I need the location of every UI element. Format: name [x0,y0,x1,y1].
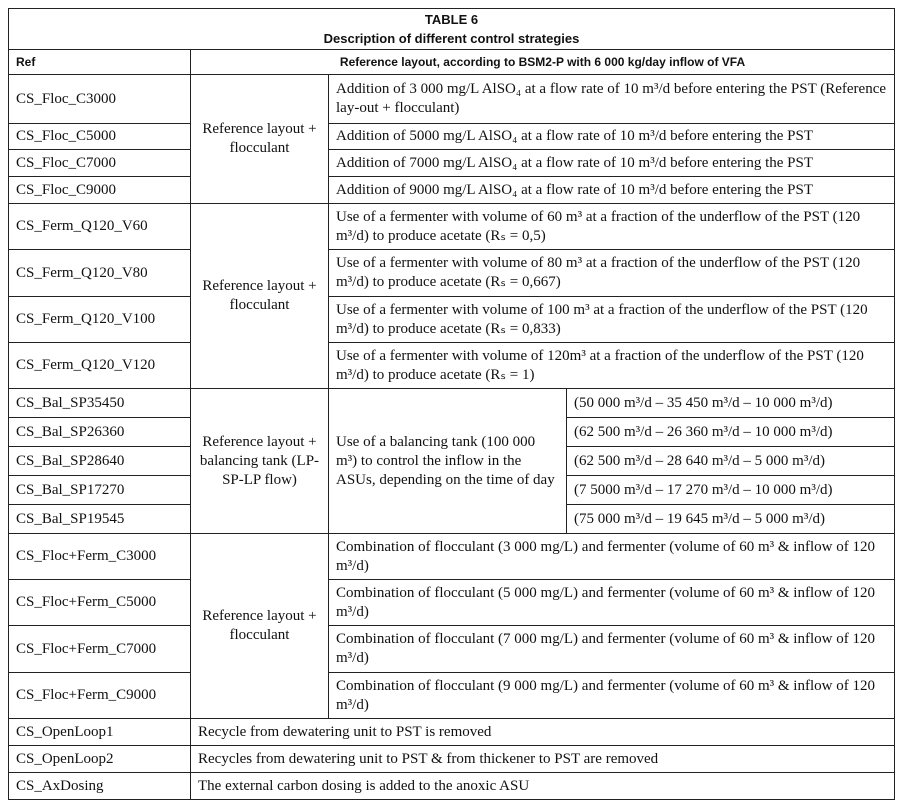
desc-cell: The external carbon dosing is added to the anoxic ASU [191,773,895,800]
desc-cell: Recycle from dewatering unit to PST is removed [191,719,895,746]
table-row [9,150,895,177]
table-row [9,580,895,626]
ref-cell: CS_Floc+Ferm_C3000 [9,534,191,580]
header-layout: Reference layout, according to BSM2-P with 6 000 kg/day inflow of VFA [191,50,895,75]
ref-cell: CS_Bal_SP17270 [9,476,191,505]
table-row [9,673,895,719]
desc-cell: Addition of 3 000 mg/L AlSO₄ at a flow rate of 10 m³/d before entering the PST (Reference lay-out + flocculant) [329,75,895,124]
flow-cell: (75 000 m³/d – 19 645 m³/d – 5 000 m³/d) [567,505,895,534]
desc-cell: Use of a fermenter with volume of 60 m³ at a fraction of the underflow of the PST (120 m³/d) to produce acetate (Rₛ = 0,5) [329,204,895,250]
ref-cell: CS_Ferm_Q120_V120 [9,343,191,389]
flow-cell: (50 000 m³/d – 35 450 m³/d – 10 000 m³/d) [567,389,895,418]
table-number: TABLE 6 [424,12,479,27]
ref-cell: CS_Bal_SP26360 [9,418,191,447]
flow-cell: (62 500 m³/d – 28 640 m³/d – 5 000 m³/d) [567,447,895,476]
table-row [9,204,895,250]
desc-cell: Use of a fermenter with volume of 120m³ at a fraction of the underflow of the PST (120 m³/d) to produce acetate (Rₛ = 1) [329,343,895,389]
desc-cell: Combination of flocculant (5 000 mg/L) and fermenter (volume of 60 m³ & inflow of 120 m³/d) [329,580,895,626]
header-ref: Ref [9,50,191,75]
group-cell: Reference layout + balancing tank (LP-SP-LP flow) [191,389,329,534]
flow-cell: (62 500 m³/d – 26 360 m³/d – 10 000 m³/d) [567,418,895,447]
ref-cell: CS_Floc+Ferm_C7000 [9,626,191,673]
desc-cell: Addition of 5000 mg/L AlSO₄ at a flow rate of 10 m³/d before entering the PST [329,124,895,150]
table-row [9,250,895,297]
ref-cell: CS_Floc_C7000 [9,150,191,177]
ref-cell: CS_Ferm_Q120_V60 [9,204,191,250]
ref-cell: CS_Bal_SP19545 [9,505,191,534]
ref-cell: CS_Floc_C9000 [9,177,191,204]
desc-cell: Combination of flocculant (3 000 mg/L) and fermenter (volume of 60 m³ & inflow of 120 m³/d) [329,534,895,580]
desc-cell: Addition of 9000 mg/L AlSO₄ at a flow rate of 10 m³/d before entering the PST [329,177,895,204]
group-cell: Reference layout + flocculant [191,204,329,389]
table-row [9,75,895,124]
ref-cell: CS_Floc_C3000 [9,75,191,124]
group-cell: Reference layout + flocculant [191,75,329,204]
table-row [9,297,895,343]
table-caption: Description of different control strategies [323,31,580,46]
table-row [9,626,895,673]
table-row [9,177,895,204]
control-strategies-table [8,8,895,800]
ref-cell: CS_Floc+Ferm_C5000 [9,580,191,626]
ref-cell: CS_Floc_C5000 [9,124,191,150]
table-row [9,534,895,580]
ref-cell: CS_Bal_SP28640 [9,447,191,476]
ref-cell: CS_Floc+Ferm_C9000 [9,673,191,719]
table-row [9,773,895,800]
desc-cell: Combination of flocculant (9 000 mg/L) and fermenter (volume of 60 m³ & inflow of 120 m³/d) [329,673,895,719]
table-row [9,124,895,150]
ref-cell: CS_OpenLoop1 [9,719,191,746]
table-title [9,9,895,50]
desc-cell: Addition of 7000 mg/L AlSO₄ at a flow rate of 10 m³/d before entering the PST [329,150,895,177]
desc-cell: Use of a fermenter with volume of 100 m³ at a fraction of the underflow of the PST (120 m³/d) to produce acetate (Rₛ = 0,833) [329,297,895,343]
ref-cell: CS_Ferm_Q120_V80 [9,250,191,297]
table-row [9,719,895,746]
desc-cell: Use of a fermenter with volume of 80 m³ at a fraction of the underflow of the PST (120 m³/d) to produce acetate (Rₛ = 0,667) [329,250,895,297]
ref-cell: CS_Bal_SP35450 [9,389,191,418]
group-cell: Reference layout + flocculant [191,534,329,719]
desc-cell: Use of a balancing tank (100 000 m³) to control the inflow in the ASUs, depending on the time of day [329,389,567,534]
header-row [9,50,895,75]
table-row [9,746,895,773]
ref-cell: CS_AxDosing [9,773,191,800]
table-row [9,343,895,389]
desc-cell: Recycles from dewatering unit to PST & from thickener to PST are removed [191,746,895,773]
desc-cell: Combination of flocculant (7 000 mg/L) and fermenter (volume of 60 m³ & inflow of 120 m³/d) [329,626,895,673]
flow-cell: (7 5000 m³/d – 17 270 m³/d – 10 000 m³/d) [567,476,895,505]
table-row [9,389,895,418]
ref-cell: CS_Ferm_Q120_V100 [9,297,191,343]
ref-cell: CS_OpenLoop2 [9,746,191,773]
